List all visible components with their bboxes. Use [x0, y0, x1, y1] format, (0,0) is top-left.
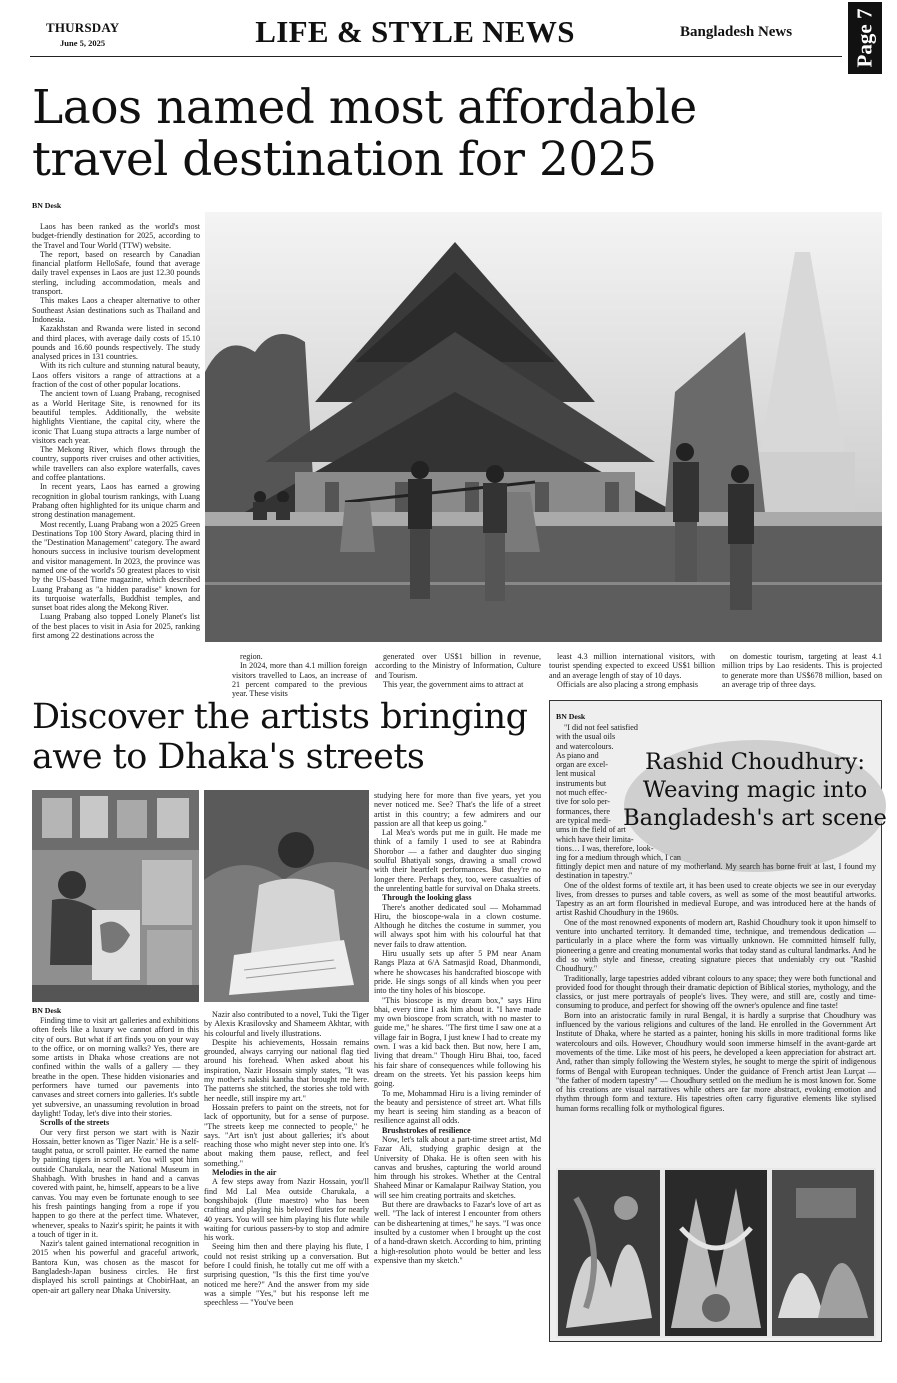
street-painter-illustration	[32, 790, 199, 1002]
masthead-rule	[30, 56, 842, 57]
tapestry-2	[665, 1170, 767, 1336]
paragraph: Despite his achievements, Hossain remains grounded, always carrying our national flag tied around his forehead. When asked about his inspiration, Nazir Hossain simply states, "It was my mother's nakshi kantha that brought me here. The patterns she stitched, the stories she told with her needle, still inspire my art."	[204, 1037, 369, 1103]
tapestry-3	[772, 1170, 874, 1336]
quote-line: "I did not feel satisfied	[564, 723, 638, 732]
paragraph: generated over US$1 billion in revenue, according to the Ministry of Information, Culture and Tourism.	[375, 652, 541, 680]
paragraph: One of the oldest forms of textile art, it has been used to create objects we see in our everyday lives, from dresses to purses and table covers, as well as some of the most beautiful artworks. Tapestry as an art form flourished in medieval Europe, and was introduced here at the hands of artist Rashid Choudhury in the 1960s.	[556, 880, 876, 918]
page-number: Page 7	[852, 8, 877, 68]
quote-line: which have their limita-	[556, 834, 634, 844]
paragraph: In recent years, Laos has earned a growing recognition in global tourism rankings, with Luang Prabang often highlighted for its unique charm and strong destination management.	[32, 482, 200, 520]
story2-column-1	[32, 1016, 199, 1346]
story2-headline-line1: Discover the artists bringing	[32, 697, 528, 737]
story1-headline-line1: Laos named most affordable	[32, 80, 697, 135]
paragraph: With its rich culture and stunning natural beauty, Laos offers visitors a range of attractions at a fraction of the cost of other popular locations.	[32, 361, 200, 390]
paragraph: on domestic tourism, targeting at least 4.1 million trips by Lao residents. This is projected to generate more than US$678 million, based on an average trip of three days.	[722, 652, 882, 689]
quote-line: ums in the field of art	[556, 825, 626, 835]
masthead-day: THURSDAY	[46, 20, 120, 35]
quote-line: As piano and	[556, 750, 599, 760]
temple-photo	[205, 212, 882, 642]
paragraph: "This bioscope is my dream box," says Hiru bhai, every time I ask him about it. "I have made my own bioscope from scratch, with no master to guide me," he shares. "The first time I saw one at a village fair in Bogra, I just knew I had to create my own. I was a kid back then. But now, here I am, living that dream." Though Hiru Bhai, too, faced his fair share of consequences while following his dream on the streets. Yet his passion keeps him going.	[374, 995, 541, 1089]
quote-line: organ are excel-	[556, 760, 608, 770]
story1-headline-line2: travel destination for 2025	[32, 132, 657, 187]
tapestry-1	[558, 1170, 660, 1336]
story2-headline-line2: awe to Dhaka's streets	[32, 737, 425, 777]
story2-headline	[32, 697, 552, 777]
story3-body	[556, 862, 876, 1162]
temple-photo-illustration	[205, 212, 882, 642]
story1-column-4	[549, 652, 715, 692]
paragraph: fittingly depict men and nature of my motherland. My search has borne fruit at last, I found my destination in tapestry."	[556, 862, 876, 881]
paragraph: This year, the government aims to attract at	[383, 679, 524, 689]
quote-line: tive for solo per-	[556, 797, 611, 807]
paragraph: Born into an aristocratic family in rural Bengal, it is hardly a surprise that Choudhury was influenced by the various religions and cultures of the land. He enrolled in the Government Art Institute of Dhaka, where he started as a painter, honing his skills in more traditional forms like watercolours and oils. However, Choudhury would soon immerse himself in the avant-garde art movements of the time. Like most of his peers, he developed a keen appreciation for abstract art. And, rather than simply following the Western styles, he sought to merge the spirit of indigenous forms of Bengal with European techniques. Under the guidance of French artist Jean Lurçat — "the father of modern tapestry" — Choudhury settled on the medium he is most known for. Some of his creations are visual narratives while others are far more abstract, evoking emotion and rhythm through form and texture. His tapestries often carry figurative elements like stylised human forms recalling folk or mythological figures.	[556, 1010, 876, 1113]
quote-line: instruments but	[556, 778, 607, 788]
quote-line: not much effec-	[556, 788, 608, 798]
paragraph: In 2024, more than 4.1 million foreign visitors travelled to Laos, an increase of 21 percent compared to the previous year. These visits	[232, 661, 367, 699]
sketch-artist-photo	[204, 790, 369, 1002]
story3-quote-wrap	[556, 723, 696, 873]
quote-line: and watercolours.	[556, 741, 614, 751]
page-number-tab	[848, 2, 882, 74]
quote-line: are typical medi-	[556, 815, 611, 825]
paragraph: To me, Mohammad Hiru is a living reminder of the beauty and persistence of street art. What fills my heart is seeing him standing as a beacon of resilience against all odds.	[374, 1088, 541, 1126]
paragraph: Laos has been ranked as the world's most budget-friendly destination for 2025, according to the Travel and Tour World (TTW) website.	[32, 222, 200, 250]
story2-column-2	[204, 1010, 369, 1346]
paragraph: Seeing him then and there playing his flute, I could not resist striking up a conversation. But before I could finish, he totally cut me off with a surprising question, "Is this the first time you've noticed me here?" And the answer from my side was a simple "Yes," but his response left me speechless — "You've been	[204, 1242, 369, 1308]
paragraph: Officials are also placing a strong emphasis	[557, 679, 699, 689]
tapestry-photos	[556, 1168, 876, 1338]
paragraph: least 4.3 million international visitors, with tourist spending expected to exceed US$1 billion and an average length of stay of 10 days.	[549, 652, 715, 680]
story1-headline	[32, 82, 852, 186]
quote-line: lent musical	[556, 769, 596, 779]
paragraph: Nazir also contributed to a novel, Tuki the Tiger by Alexis Krasilovsky and Shameem Akhtar, with his colourful and lively illustrations.	[204, 1010, 369, 1038]
paragraph: One of the most renowned exponents of modern art, Rashid Choudhury took it upon himself to venture into uncharted territory. It demanded time, technique, and tremendous dedication — particularly in a place where the form was virtually unknown. He committed himself fully, pioneering a genre and creating monumental works that today stand as cultural landmarks. And he did so with style and finesse, creating signature pieces that undeniably cry out "Rashid Choudhury."	[556, 917, 876, 974]
sketch-artist-illustration	[204, 790, 369, 1002]
story1-column-3	[375, 652, 541, 692]
paragraph: The ancient town of Luang Prabang, recognised as a World Heritage Site, is renowned for its beautiful temples. Additionally, the website highlights Vientiane, the capital city, where the iconic That Luang stupa attracts a large number of visitors each year.	[32, 389, 200, 445]
paragraph: Traditionally, large tapestries added vibrant colours to any space; they were both functional and provided food for thought through their dramatic depiction of Biblical stories, mythology, and the classics, or just mere portrayals of people's lives. They were, and still are, costly and time-consuming to produce, and perfect for showing off the owner's opulence and fine taste!	[556, 973, 876, 1011]
section-title: LIFE & STYLE NEWS	[255, 14, 575, 49]
subheading: Brushstrokes of resilience	[382, 1125, 471, 1135]
street-painter-photo	[32, 790, 199, 1002]
paragraph: Our very first person we start with is Nazir Hossain, better known as 'Tiger Nazir.' He is a self-taught patua, or scroll painter. He earned the name by painting tigers in scroll art. You will spot him outside Charukala, near the National Museum in Shahbagh. With brushes in hand and a canvas covered with paint, he, himself, appears to be a live canvas. You may even be fortunate enough to see his fresh paintings hanging from a rope if you happen to go there at the perfect time. Whatever, whenever, speaks to Nazir's spirit; he paints it with a touch of tiger in it.	[32, 1127, 199, 1239]
subheading: Melodies in the air	[212, 1168, 277, 1178]
paragraph: Hossain prefers to paint on the streets, not for lack of opportunity, but for a sense of purpose. "The streets keep me connected to people," he says. "Art isn't just about galleries; it's about reaching those who might never step into one. It's about making them pause, reflect, and feel something."	[204, 1102, 369, 1168]
paragraph: The report, based on research by Canadian financial platform HelloSafe, found that average daily travel expenses in Laos are just 12.30 pounds sterling, including accommodation, meals and transport.	[32, 249, 200, 297]
subheading: Scrolls of the streets	[40, 1118, 110, 1128]
story3-headline: Rashid Choudhury: Weaving magic into Bangladesh's art scene	[623, 749, 887, 831]
paragraph: A few steps away from Nazir Hossain, you'll find Md Lal Mea outside Charukala, a bongshibajok (flute maestro) who has been crafting and playing his beloved flutes for nearly 40 years. You will see him playing his flute while waiting for curious passers-by to stop and admire his work.	[204, 1177, 369, 1243]
paragraph: Nazir's talent gained international recognition in 2015 when his powerful and graceful artwork, Bantora Kun, was chosen as the mascot for Bangladesh-Japan business circles. He first displayed his scroll paintings at ChobirHaat, an open-air art gallery near Dhaka University.	[32, 1239, 199, 1295]
paragraph: The Mekong River, which flows through the country, supports river cruises and other activities, while travellers can also explore waterfalls, caves and coffee plantations.	[32, 445, 200, 483]
paragraph: studying here for more than five years, yet you never noticed me. See? That's the life of a street artist in this country; a few admirers and our passion are all that keep us going."	[374, 791, 541, 828]
story2-column-3	[374, 791, 541, 1346]
quote-line: formances, there	[556, 806, 610, 816]
paragraph: Hiru usually sets up after 5 PM near Anam Rangs Plaza at 6/A Satmasjid Road, Dhanmondi, where he showcases his handcrafted bioscope with pride. He sings songs of all kinds when you peer into the tiny holes of his bioscope.	[374, 949, 541, 996]
paragraph: region.	[240, 652, 263, 661]
tapestry-illustration	[556, 1168, 876, 1338]
story2-byline: BN Desk	[32, 1006, 62, 1015]
paragraph: Finding time to visit art galleries and exhibitions often feels like a luxury we cannot afford in this city of ours. But what if art finds you on your way to the office, or on morning walks? Yes, there are some artists in Dhaka whose creations are not confined within the walls of a gallery — they breathe in the open. These hidden visionaries and performers have turned our pavements into canvases and street corners into galleries. It's subtle yet subversive, an unassuming revolution in broad daylight! Today, let's dive into their stories.	[32, 1016, 199, 1118]
paragraph: Luang Prabang also topped Lonely Planet's list of the best places to visit in Asia for 2025, ranking first among 22 destinations across the	[32, 612, 200, 641]
paragraph: Kazakhstan and Rwanda were listed in second and third places, with average daily costs of 15.10 pounds and 16.60 pounds respectively. The study analysed prices in 131 countries.	[32, 324, 200, 362]
paragraph: There's another dedicated soul — Mohammad Hiru, the bioscope-wala in a clown costume. Although he ditches the costume in summer, you will always spot him with his colourful hat that never fails to draw attention.	[374, 902, 541, 949]
paragraph: Lal Mea's words put me in guilt. He made me think of a family I used to see at Rabindra Shorobor — a father and daughter duo singing soulful Bhatiyali songs, drawing a small crowd with their heartfelt performances. But they're no longer there. Perhaps they, too, were casualties of the unrelenting battle for survival on Dhaka streets.	[374, 828, 541, 893]
story1-column-1	[32, 222, 200, 690]
paragraph: Now, let's talk about a part-time street artist, Md Fazar Ali, studying graphic design at the University of Dhaka. He is often seen with his canvas and brushes, capturing the world around him through his strokes. Whether at the Central Shaheed Minar or Kamalapur Railway Station, you will see him creating portraits and sketches.	[374, 1134, 541, 1200]
paragraph: But there are drawbacks to Fazar's love of art as well. "The lack of interest I encounter from others can be disheartening at times," he says. "I was once insulted by a customer when I brought up the cost of a hand-drawn sketch. According to him, printing a high-resolution photo would be better and less expensive than my sketch."	[374, 1200, 541, 1265]
paragraph: Most recently, Luang Prabang won a 2025 Green Destinations Top 100 Story Award, placing third in the "Destination Management" category. The award honours success in inclusive tourism development and visitor management. In 2023, the province was named one of the world's 50 greatest places to visit by the US-based Time magazine, which described Luang Prabang as "a hidden paradise" known for its turquoise waterfalls, Buddhist temples, and sunset boat rides along the Mekong River.	[32, 519, 200, 613]
story1-byline: BN Desk	[32, 201, 62, 210]
quote-line: ing for a medium through which, I can	[556, 853, 681, 863]
story1-column-2	[232, 652, 367, 699]
quote-line: with the usual oils	[556, 732, 616, 742]
story1-column-5	[722, 652, 882, 692]
paper-name: Bangladesh News	[680, 24, 793, 40]
story3-byline: BN Desk	[556, 712, 586, 721]
subheading: Through the looking glass	[382, 893, 472, 903]
quote-line: tions… I was, therefore, look-	[556, 843, 654, 853]
paragraph: This makes Laos a cheaper alternative to other Southeast Asian destinations such as Thailand and Indonesia.	[32, 296, 200, 324]
masthead-date: June 5, 2025	[60, 38, 106, 48]
